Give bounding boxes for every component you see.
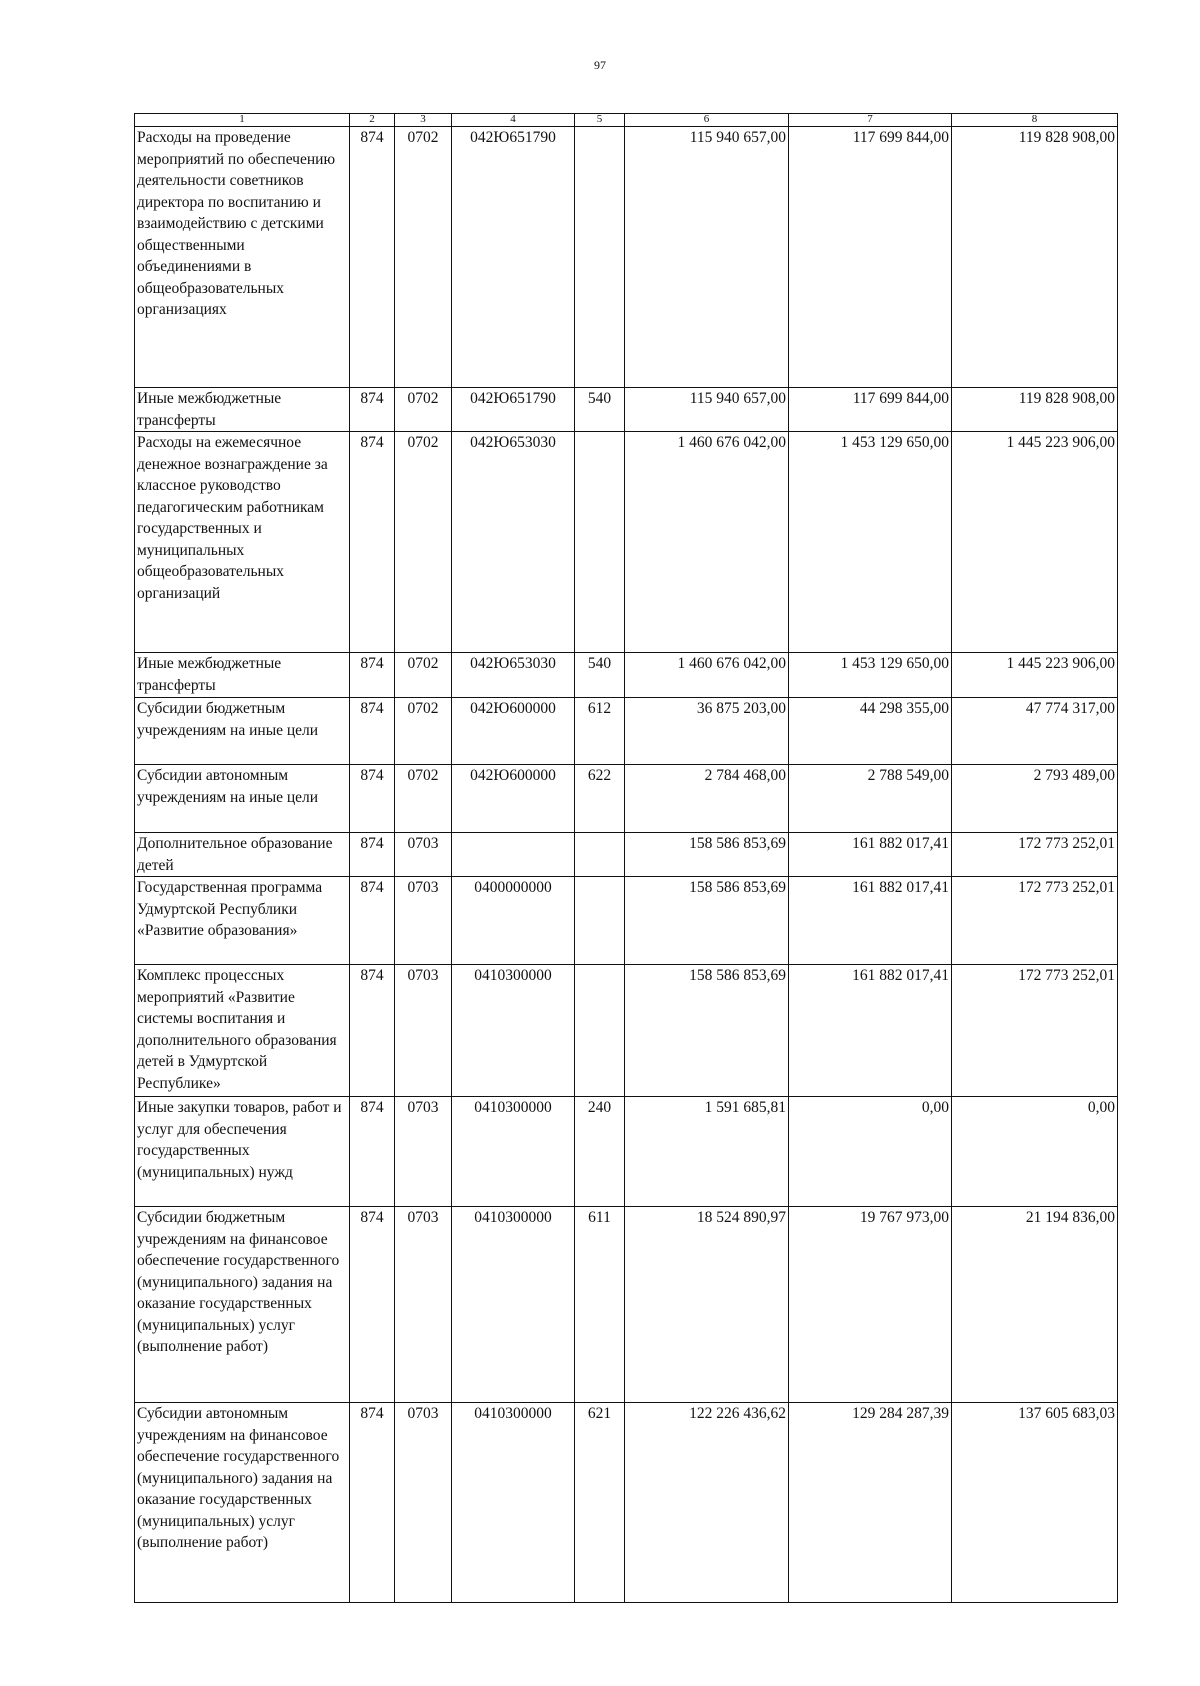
row-ved: 874 [350,877,395,965]
row-csr: 042Ю651790 [452,127,575,388]
row-sum-3: 119 828 908,00 [952,127,1118,388]
row-rzpr: 0703 [395,833,452,877]
column-number-4: 4 [452,114,575,127]
table-row [135,965,1118,1097]
row-name: Расходы на ежемесячное денежное вознаграждение за классное руководство педагогическим работникам государственных и муниципальных общеобразовательных организаций [135,432,350,653]
table-row [135,1207,1118,1403]
row-name: Субсидии автономным учреждениям на финансовое обеспечение государственного (муниципального) задания на оказание государственных (муниципальных) услуг (выполнение работ) [135,1403,350,1603]
row-sum-1: 1 591 685,81 [625,1097,789,1207]
row-name: Расходы на проведение мероприятий по обеспечению деятельности советников директора по воспитанию и взаимодействию с детскими общественными объединениями в общеобразовательных организациях [135,127,350,388]
row-name: Субсидии бюджетным учреждениям на иные цели [135,698,350,765]
row-vr [575,877,625,965]
row-vr: 611 [575,1207,625,1403]
column-number-1: 1 [135,114,350,127]
row-csr: 042Ю653030 [452,432,575,653]
row-csr: 0410300000 [452,1097,575,1207]
row-sum-1: 18 524 890,97 [625,1207,789,1403]
table-row [135,1097,1118,1207]
column-number-7: 7 [789,114,952,127]
table-row [135,388,1118,432]
row-sum-3: 172 773 252,01 [952,965,1118,1097]
row-csr: 042Ю653030 [452,653,575,698]
budget-table [134,113,1118,1603]
row-sum-3: 2 793 489,00 [952,765,1118,833]
row-ved: 874 [350,432,395,653]
row-rzpr: 0702 [395,388,452,432]
row-vr: 540 [575,653,625,698]
row-sum-2: 1 453 129 650,00 [789,432,952,653]
row-sum-2: 117 699 844,00 [789,127,952,388]
table-row [135,653,1118,698]
table-header [135,114,1118,127]
row-sum-3: 1 445 223 906,00 [952,653,1118,698]
row-name: Иные межбюджетные трансферты [135,653,350,698]
column-number-3: 3 [395,114,452,127]
row-rzpr: 0703 [395,965,452,1097]
row-ved: 874 [350,388,395,432]
row-vr: 540 [575,388,625,432]
row-rzpr: 0702 [395,432,452,653]
table-row [135,1403,1118,1603]
row-vr [575,965,625,1097]
row-sum-2: 2 788 549,00 [789,765,952,833]
row-sum-1: 158 586 853,69 [625,833,789,877]
row-csr: 042Ю600000 [452,698,575,765]
row-rzpr: 0703 [395,877,452,965]
table-row [135,877,1118,965]
row-rzpr: 0703 [395,1097,452,1207]
row-rzpr: 0702 [395,127,452,388]
row-csr [452,833,575,877]
column-number-6: 6 [625,114,789,127]
row-sum-1: 158 586 853,69 [625,877,789,965]
row-name: Государственная программа Удмуртской Республики «Развитие образования» [135,877,350,965]
column-number-8: 8 [952,114,1118,127]
row-name: Иные закупки товаров, работ и услуг для обеспечения государственных (муниципальных) нужд [135,1097,350,1207]
row-sum-1: 115 940 657,00 [625,127,789,388]
row-name: Комплекс процессных мероприятий «Развитие системы воспитания и дополнительного образования детей в Удмуртской Республике» [135,965,350,1097]
row-ved: 874 [350,653,395,698]
row-vr: 621 [575,1403,625,1603]
row-ved: 874 [350,1207,395,1403]
row-rzpr: 0703 [395,1207,452,1403]
row-sum-2: 0,00 [789,1097,952,1207]
row-sum-3: 1 445 223 906,00 [952,432,1118,653]
row-sum-2: 161 882 017,41 [789,965,952,1097]
row-sum-3: 119 828 908,00 [952,388,1118,432]
table-row [135,833,1118,877]
row-csr: 042Ю651790 [452,388,575,432]
row-rzpr: 0702 [395,653,452,698]
row-csr: 0410300000 [452,1403,575,1603]
table-row [135,698,1118,765]
row-sum-3: 137 605 683,03 [952,1403,1118,1603]
row-name: Субсидии автономным учреждениям на иные цели [135,765,350,833]
row-sum-1: 158 586 853,69 [625,965,789,1097]
row-csr: 0400000000 [452,877,575,965]
page-number: 97 [594,58,606,72]
row-vr: 622 [575,765,625,833]
row-vr [575,833,625,877]
row-ved: 874 [350,965,395,1097]
row-vr [575,127,625,388]
row-vr: 612 [575,698,625,765]
row-sum-1: 122 226 436,62 [625,1403,789,1603]
table-row [135,765,1118,833]
row-ved: 874 [350,833,395,877]
row-csr: 0410300000 [452,1207,575,1403]
row-ved: 874 [350,127,395,388]
column-number-5: 5 [575,114,625,127]
row-sum-1: 115 940 657,00 [625,388,789,432]
row-csr: 042Ю600000 [452,765,575,833]
table-row [135,432,1118,653]
row-rzpr: 0703 [395,1403,452,1603]
row-sum-3: 47 774 317,00 [952,698,1118,765]
row-ved: 874 [350,765,395,833]
row-vr [575,432,625,653]
row-sum-2: 1 453 129 650,00 [789,653,952,698]
table-row [135,127,1118,388]
row-sum-1: 1 460 676 042,00 [625,432,789,653]
column-number-row [135,114,1118,127]
row-sum-3: 0,00 [952,1097,1118,1207]
row-rzpr: 0702 [395,698,452,765]
row-sum-3: 172 773 252,01 [952,877,1118,965]
column-number-2: 2 [350,114,395,127]
row-sum-2: 44 298 355,00 [789,698,952,765]
row-ved: 874 [350,1097,395,1207]
row-rzpr: 0702 [395,765,452,833]
row-name: Иные межбюджетные трансферты [135,388,350,432]
row-sum-3: 21 194 836,00 [952,1207,1118,1403]
row-sum-1: 1 460 676 042,00 [625,653,789,698]
row-name: Дополнительное образование детей [135,833,350,877]
row-name: Субсидии бюджетным учреждениям на финансовое обеспечение государственного (муниципального) задания на оказание государственных (муниципальных) услуг (выполнение работ) [135,1207,350,1403]
row-sum-2: 129 284 287,39 [789,1403,952,1603]
row-sum-2: 161 882 017,41 [789,833,952,877]
row-sum-3: 172 773 252,01 [952,833,1118,877]
row-sum-1: 36 875 203,00 [625,698,789,765]
row-csr: 0410300000 [452,965,575,1097]
row-sum-2: 161 882 017,41 [789,877,952,965]
row-vr: 240 [575,1097,625,1207]
row-sum-2: 19 767 973,00 [789,1207,952,1403]
row-sum-1: 2 784 468,00 [625,765,789,833]
row-ved: 874 [350,1403,395,1603]
table-body [135,127,1118,1603]
row-ved: 874 [350,698,395,765]
row-sum-2: 117 699 844,00 [789,388,952,432]
